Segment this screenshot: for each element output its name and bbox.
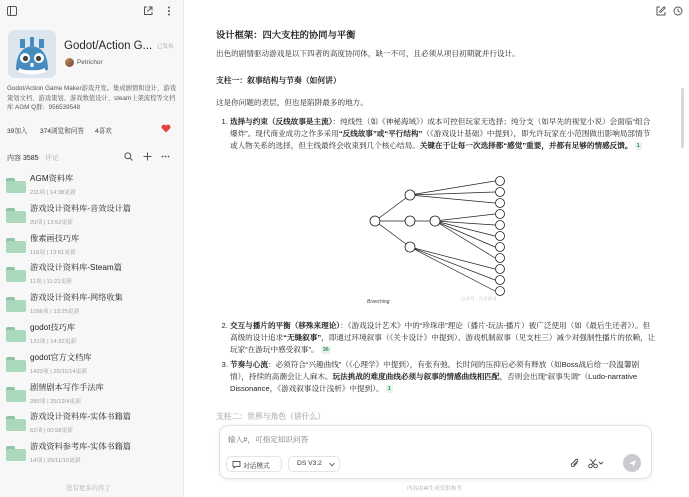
folder-icon <box>6 357 26 372</box>
search-icon[interactable] <box>124 152 133 161</box>
item2-heading: 交互与播片的平衡（移殊来理论） <box>230 321 341 330</box>
members-stat: 39加入 <box>7 128 28 135</box>
chevron-down-icon <box>329 462 335 467</box>
mode-selector[interactable] <box>226 456 282 472</box>
folder-name: 游戏设计资料库-实体书籍篇 <box>30 412 131 422</box>
chat-mode-icon <box>232 460 241 469</box>
author-avatar <box>65 58 74 67</box>
attachment-icon[interactable] <box>570 458 580 469</box>
branch-node <box>496 177 505 186</box>
item1-conclusion: 关键在于让每一次选择都“感觉”重要，并都有足够的情感反馈。 <box>419 141 633 150</box>
chat-input[interactable] <box>228 432 628 446</box>
folder-item[interactable] <box>0 440 180 469</box>
list-item-choice <box>230 116 656 152</box>
folder-item[interactable] <box>0 202 180 231</box>
folder-icon <box>6 208 26 223</box>
folder-name: 游戏设计资料库-音效设计篇 <box>30 203 131 213</box>
more-options-icon[interactable] <box>164 6 174 16</box>
branch-edge <box>410 247 495 291</box>
item1-highlight: “反线故事”或“平行结构” <box>338 129 423 138</box>
folder-meta: 1423项 | 25/11/14更新 <box>30 368 88 375</box>
heart-icon[interactable] <box>161 124 171 133</box>
folder-icon <box>6 416 26 431</box>
branch-edge <box>410 192 495 195</box>
folder-name: 游戏设计资料库-Steam篇 <box>30 263 122 273</box>
branch-node <box>496 287 505 296</box>
item3-heading: 节奏与心流 <box>230 360 268 369</box>
more-icon[interactable] <box>161 152 170 161</box>
comments-tab[interactable]: 评论 <box>45 155 59 162</box>
kb-description: Godot/Action Game Maker游戏开发。集成剧情和设计、游戏策划文档、游戏策划、游戏数值设计、steam上架流程等文档库 AGM Q群：956539548 <box>7 85 176 111</box>
branch-node <box>430 216 440 226</box>
item2-text2: ，即通过环境叙事（《关卡设计》中提到）、游戏机制叙事（见支柱三）减少对强制性播片的依赖，让玩家“在游玩中感受叙事”。 <box>230 333 656 354</box>
folder-item[interactable] <box>0 232 180 261</box>
pillar1-title: 支柱一：叙事结构与节奏（如何讲） <box>216 76 341 85</box>
pillar1-subtitle: 这是你问题的表层，但也是陷阱最多的地方。 <box>216 98 368 107</box>
kb-title: Godot/Action G... <box>64 40 153 52</box>
send-button[interactable] <box>623 454 641 472</box>
branch-edge <box>410 195 495 203</box>
branch-node <box>496 276 505 285</box>
folder-name: AGM资料库 <box>30 174 74 183</box>
folder-icon <box>6 387 26 402</box>
pillar1-list <box>216 116 656 155</box>
main-scrollbar[interactable] <box>681 88 684 148</box>
folder-item[interactable] <box>0 381 180 410</box>
sidebar <box>0 0 184 497</box>
item1-text2: （《游戏设计基础》中提到），即允许玩家在小范围做出影响局部情节或人物关系的选择，但主线最终会收束到几个核心结局。 <box>230 129 651 150</box>
main-panel <box>185 0 689 497</box>
folder-name: 游戏设计资料库-网络收集 <box>30 293 123 303</box>
pillar2-title: 支柱二：世界与角色（讲什么） <box>216 412 326 421</box>
folder-icon <box>6 297 26 312</box>
pillar1-list-cont <box>216 320 656 398</box>
no-more-content: 没有更多内容了 <box>66 485 111 492</box>
scissors-icon[interactable] <box>588 458 604 469</box>
citation-badge[interactable]: 36 <box>322 347 329 353</box>
citation-badge[interactable]: 1 <box>636 143 640 149</box>
folder-name: godot技巧库 <box>30 323 76 332</box>
folder-icon <box>6 238 26 253</box>
folder-item[interactable] <box>0 172 180 201</box>
branch-node <box>496 199 505 208</box>
folder-icon <box>6 446 26 461</box>
send-icon <box>628 459 637 468</box>
folder-meta: 116项 | 13:51更新 <box>30 249 76 256</box>
branch-node <box>496 210 505 219</box>
item1-heading: 选择与约束（反线故事是主流） <box>230 117 333 126</box>
collapse-sidebar-icon[interactable] <box>7 6 17 16</box>
branch-node <box>496 265 505 274</box>
branch-node <box>405 242 415 252</box>
branch-node <box>496 221 505 230</box>
branching-diagram <box>365 173 515 308</box>
branch-edge <box>435 221 495 258</box>
chat-input-box <box>219 425 652 479</box>
folder-item[interactable] <box>0 291 180 320</box>
share-icon[interactable] <box>143 6 153 16</box>
branch-edge <box>410 181 495 195</box>
item3-text2: ，否则会出现“叙事失调”（Ludo-narrative Dissonance，《游戏叙事设计浅析》中提到）。 <box>230 372 638 393</box>
folder-icon <box>6 178 26 193</box>
folder-icon <box>6 327 26 342</box>
add-icon[interactable] <box>143 152 152 161</box>
folder-name: 像素画技巧库 <box>30 233 80 243</box>
citation-badge[interactable]: 1 <box>387 386 391 392</box>
history-icon[interactable] <box>673 6 683 16</box>
model-label: DS V3.2 <box>297 460 322 467</box>
folder-name: 剧情剧本写作手法库 <box>30 382 104 392</box>
mode-label: 对话模式 <box>243 463 270 470</box>
new-chat-icon[interactable] <box>656 6 666 16</box>
branch-node <box>405 190 415 200</box>
model-selector[interactable] <box>288 456 340 472</box>
figure-caption: Branching <box>367 299 390 305</box>
list-item-rhythm <box>230 359 656 395</box>
folder-meta: 14项 | 25/11/10更新 <box>30 458 81 465</box>
branch-node <box>405 216 415 226</box>
article-intro: 出色的剧情驱动游戏是以下四者的高度协同体，缺一不可，且必须从项目初期就并行设计。 <box>216 49 520 58</box>
branching-figure <box>365 173 515 308</box>
folder-meta: 285项 | 25/12/4更新 <box>30 398 82 405</box>
article-title: 设计框架：四大支柱的协同与平衡 <box>216 30 356 40</box>
branch-node <box>496 188 505 197</box>
ai-disclaimer: 内容由AI生成仅供参考 <box>407 486 462 492</box>
branch-node <box>496 243 505 252</box>
branch-edge <box>375 221 410 247</box>
item2-highlight: “无缝叙事” <box>283 333 322 342</box>
folder-item[interactable] <box>0 321 180 350</box>
author-name: Petrichor <box>77 59 103 66</box>
folder-name: 游戏资料参考库-实体书籍篇 <box>30 442 131 452</box>
folder-name: godot官方文档库 <box>30 352 92 362</box>
folder-item[interactable] <box>0 351 180 380</box>
kb-logo <box>8 30 56 78</box>
branch-edge <box>410 247 495 280</box>
folder-meta: 11项 | 11:21更新 <box>30 279 73 286</box>
figure-watermark: 公众号 · 岂灵灵设 <box>461 296 497 301</box>
item3-highlight: 玩法挑战的难度曲线必须与叙事的情感曲线相匹配 <box>332 372 500 381</box>
folder-meta: 211项 | 14:38更新 <box>30 190 76 196</box>
folder-meta: 20项 | 13:52更新 <box>30 219 74 226</box>
folder-item[interactable] <box>0 410 180 439</box>
branch-node <box>496 232 505 241</box>
folder-item[interactable] <box>0 261 180 290</box>
item1-text: ：纯线性（如《神秘海域》）成本可控但玩家无选择；纯分支（如早先的视觉小说）会面临“组合爆炸”。现代商业成功之作多采用 <box>230 117 651 138</box>
item2-text: ：《游戏设计艺术》中的“珍珠串”理论（播片-玩法-播片）被广泛使用（如《最后生还者》）。但高级的设计追求 <box>230 321 651 342</box>
folder-icon <box>6 267 26 282</box>
reads-stat: 374浏览和问答 <box>40 128 84 135</box>
likes-stat: 4喜欢 <box>95 128 112 135</box>
folder-meta: 62项 | 00:58更新 <box>30 428 74 435</box>
branch-node <box>370 216 380 226</box>
list-item-interaction <box>230 320 656 356</box>
folder-meta: 131项 | 14:32更新 <box>30 339 77 345</box>
publish-badge: 已发布 <box>157 44 174 50</box>
branch-edge <box>435 214 495 221</box>
branch-node <box>496 254 505 263</box>
content-count[interactable]: 内容 3585 <box>7 155 39 162</box>
folder-meta: 1096项 | 13:25更新 <box>30 309 80 316</box>
item3-text: ：必须符合“兴趣曲线”（《心理学》中提到），有张有弛。长时间的压抑后必须有释放（如Boss战后给一段温馨剧情），持续的高潮会让人麻木。 <box>230 360 640 381</box>
branch-edge <box>375 195 410 221</box>
